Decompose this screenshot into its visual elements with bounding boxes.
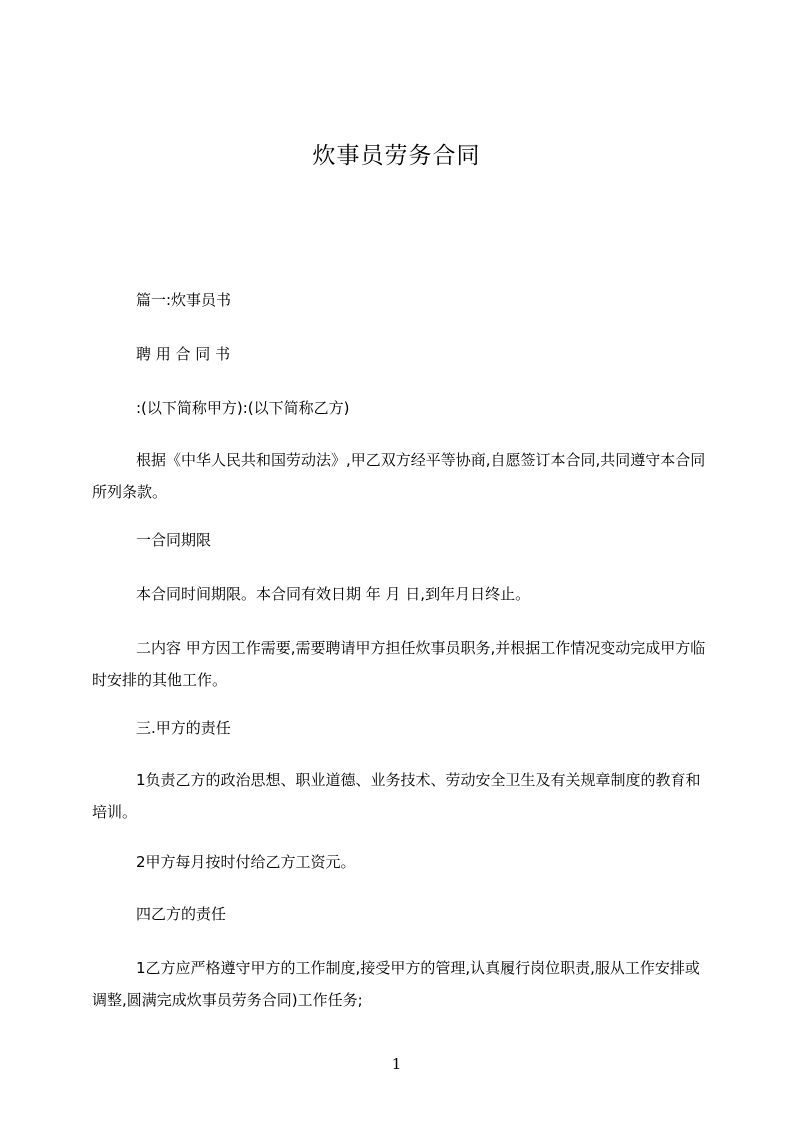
preamble-paragraph: 根据《中华人民共和国劳动法》,甲乙双方经平等协商,自愿签订本合同,共同遵守本合同所列条款。 <box>92 451 706 501</box>
party-a-duty-1: 1负责乙方的政治思想、职业道德、业务技术、劳动安全卫生及有关规章制度的教育和培训。 <box>92 771 701 821</box>
party-a-duty-2: 2甲方每月按时付给乙方工资元。 <box>136 853 356 871</box>
heading-contract-term: 一合同期限 <box>136 531 212 549</box>
document-title: 炊事员劳务合同 <box>312 143 481 169</box>
page-number: 1 <box>391 1055 402 1073</box>
heading-party-a-duties: 三.甲方的责任 <box>136 719 231 737</box>
term-paragraph: 本合同时间期限。本合同有效日期 年 月 日,到年月日终止。 <box>136 585 531 603</box>
heading-party-b-duties: 四乙方的责任 <box>136 905 227 923</box>
section-heading-part-one: 篇一:炊事员书 <box>136 291 232 309</box>
parties-line: :(以下简称甲方):(以下简称乙方) <box>136 399 350 417</box>
content-paragraph: 二内容 甲方因工作需要,需要聘请甲方担任炊事员职务,并根据工作情况变动完成甲方临时安排的其他工作。 <box>92 639 706 689</box>
contract-heading: 聘 用 合 同 书 <box>136 345 231 363</box>
party-b-duty-1: 1乙方应严格遵守甲方的工作制度,接受甲方的管理,认真履行岗位职责,服从工作安排或调整,圆满完成炊事员劳务合同)工作任务; <box>92 959 700 1009</box>
